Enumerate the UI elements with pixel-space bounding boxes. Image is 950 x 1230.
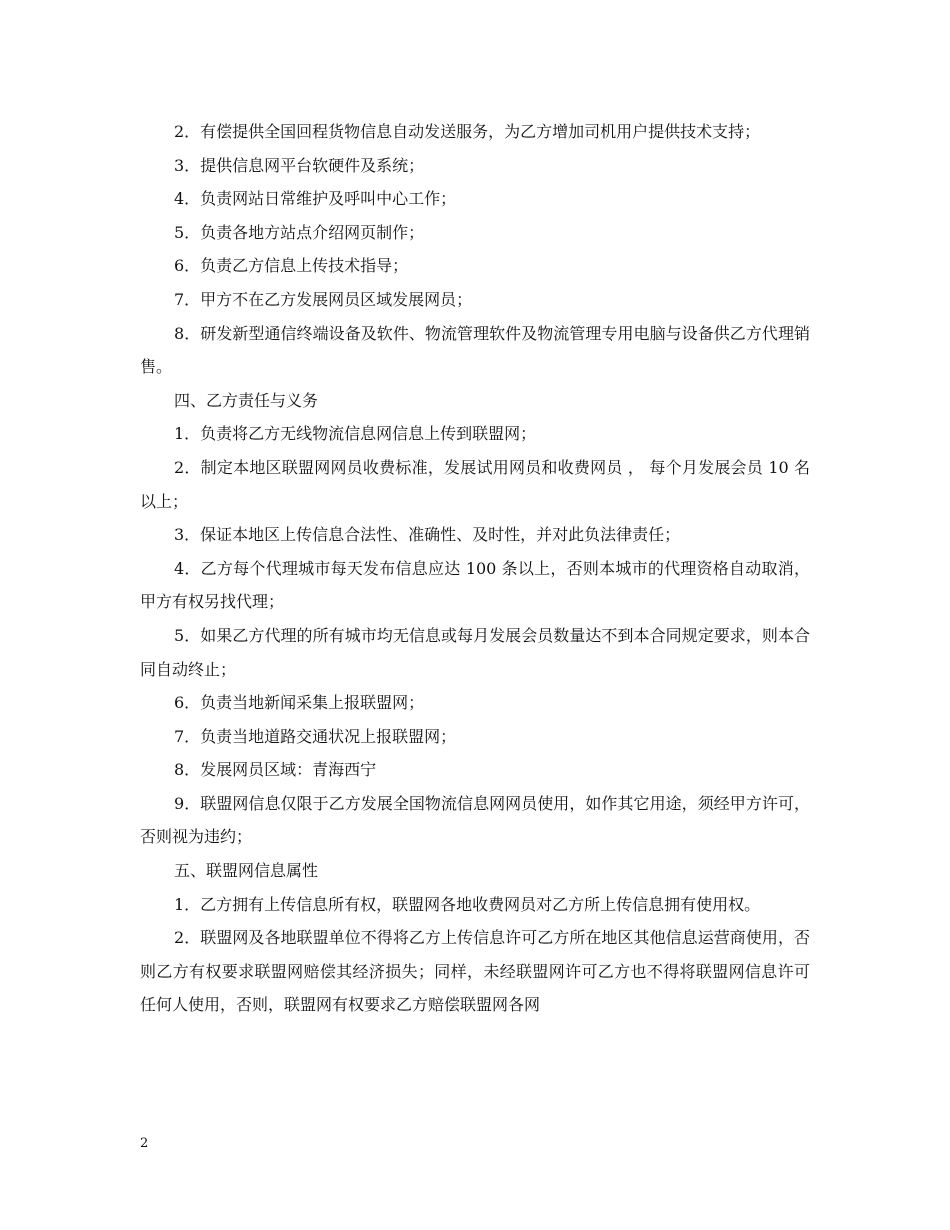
paragraph: 2．制定本地区联盟网网员收费标准，发展试用网员和收费网员 ， 每个月发展会员 10 名以上；: [140, 457, 810, 511]
paragraph: 9．联盟网信息仅限于乙方发展全国物流信息网网员使用，如作其它用途，须经甲方许可，否则视为违约；: [140, 793, 810, 847]
paragraph: 3．提供信息网平台软硬件及系统；: [174, 155, 425, 175]
paragraph: 2．联盟网及各地联盟单位不得将乙方上传信息许可乙方所在地区其他信息运营商使用，否则乙方有权要求联盟网赔偿其经济损失；同样，未经联盟网许可乙方也不得将联盟网信息许可任何人使用，否则，联盟网有权要求乙方赔偿联盟网各网: [140, 928, 810, 1015]
paragraph: 3．保证本地区上传信息合法性、准确性、及时性，并对此负法律责任；: [174, 525, 681, 545]
paragraph: 8．研发新型通信终端设备及软件、物流管理软件及物流管理专用电脑与设备供乙方代理销售。: [140, 323, 810, 377]
paragraph: 5．如果乙方代理的所有城市均无信息或每月发展会员数量达不到本合同规定要求，则本合同自动终止；: [140, 625, 810, 679]
page-number: 2: [140, 1136, 149, 1151]
paragraph: 4．负责网站日常维护及呼叫中心工作；: [174, 189, 457, 209]
paragraph: 6．负责当地新闻采集上报联盟网；: [174, 693, 425, 713]
section-heading: 四、乙方责任与义务: [174, 390, 319, 410]
paragraph: 8．发展网员区域：青海西宁: [174, 760, 377, 780]
paragraph: 1．乙方拥有上传信息所有权，联盟网各地收费网员对乙方所上传信息拥有使用权。: [174, 894, 761, 914]
paragraph: 6．负责乙方信息上传技术指导；: [174, 256, 409, 276]
paragraph: 4．乙方每个代理城市每天发布信息应达 100 条以上，否则本城市的代理资格自动取消，甲方有权另找代理；: [140, 558, 810, 612]
paragraph: 7．负责当地道路交通状况上报联盟网；: [174, 726, 457, 746]
paragraph: 5．负责各地方站点介绍网页制作；: [174, 222, 425, 242]
section-heading: 五、联盟网信息属性: [174, 861, 319, 881]
paragraph: 2．有偿提供全国回程货物信息自动发送服务，为乙方增加司机用户提供技术支持；: [174, 122, 761, 141]
paragraph: 1．负责将乙方无线物流信息网信息上传到联盟网；: [174, 424, 537, 444]
document-body: [140, 115, 810, 1022]
paragraph: 7．甲方不在乙方发展网员区域发展网员；: [174, 289, 473, 309]
